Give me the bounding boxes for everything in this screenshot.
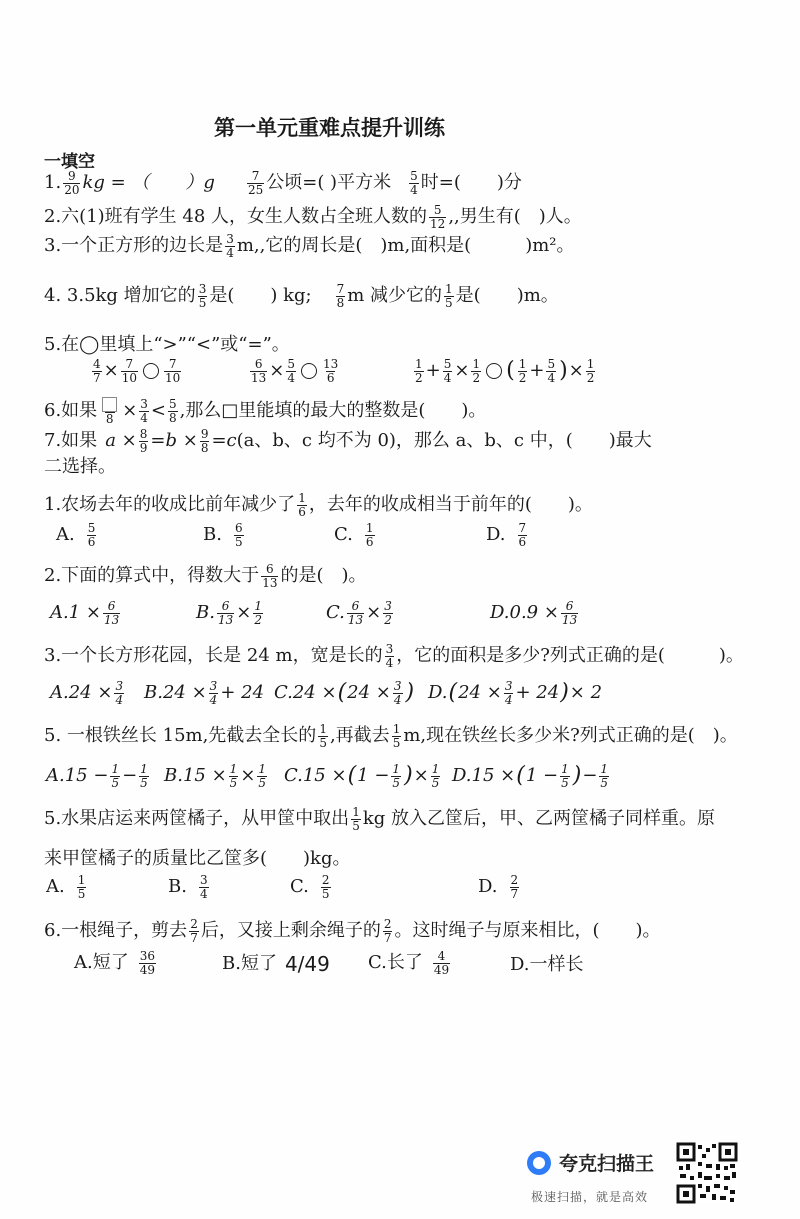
question-7: 7.如果 a × $\frac{8}{9}$ = b × $\frac{9}{8}$ = c (a、b、c 均不为 0)，那么 a、b、c 中，( )最大	[44, 427, 652, 455]
section-fill-blank: 一填空	[44, 152, 95, 172]
choice-1-option-c[interactable]: C. $\frac{1}{6}$	[334, 521, 374, 549]
choice-4-option-b[interactable]: B.15 × $\frac{1}{5}$ × $\frac{1}{5}$	[164, 762, 267, 790]
section-choice: 二选择。	[44, 456, 116, 477]
question-1: 1. $\frac{9}{20}$ kg = （ ）g $\frac{7}{25}$ 公顷=( )平方米 $\frac{5}{4}$ 时=( )分	[44, 169, 522, 197]
choice-5-line2: 来甲筐橘子的质量比乙筐多( )kg。	[44, 848, 351, 869]
question-6: 6.如果 8 × $\frac{3}{4}$ < $\frac{5}{8}$ ,那么□里能填的最大的整数是( )。	[44, 397, 487, 426]
choice-3-option-d[interactable]: D. ( 24 × $\frac{3}{4}$ + 24 ) × 2	[428, 679, 603, 707]
choice-2-option-c[interactable]: C. $\frac{6}{13}$ × $\frac{3}{2}$	[326, 599, 392, 627]
compare-expr-2: $\frac{6}{13}$ × $\frac{5}{4}$ $\frac{13}{6}$	[251, 357, 339, 385]
choice-3-option-c[interactable]: C.24 × ( 24 × $\frac{3}{4}$ )	[274, 679, 415, 707]
page-title: 第一单元重难点提升训练	[214, 116, 445, 140]
quark-logo-icon	[527, 1151, 551, 1175]
choice-4: 5. 一根铁丝长 15m,先截去全长的 $\frac{1}{5}$ ,再截去 $\frac{1}{5}$ m,现在铁丝长多少米?列式正确的是( )。	[44, 722, 738, 750]
choice-2-option-d[interactable]: D.0.9 × $\frac{6}{13}$	[490, 599, 578, 627]
compare-expr-1: $\frac{4}{7}$ × $\frac{7}{10}$ $\frac{7}{10}$	[93, 357, 181, 385]
choice-4-option-a[interactable]: A.15 − $\frac{1}{5}$ − $\frac{1}{5}$	[46, 762, 148, 790]
question-2: 2.六(1)班有学生 48 人，女生人数占全班人数的 $\frac{5}{12}$ ,,男生有( )人。	[44, 203, 582, 231]
choice-4-option-c[interactable]: C.15 × ( 1 − $\frac{1}{5}$ ) × $\frac{1}{5}$	[284, 762, 440, 790]
qr-code-icon	[676, 1142, 738, 1204]
scanner-brand: 夸克扫描王	[527, 1149, 654, 1176]
question-3: 3.一个正方形的边长是 $\frac{3}{4}$ m,,它的周长是( )m,面积是( )m²。	[44, 232, 575, 260]
scanner-slogan: 极速扫描，就是高效	[531, 1190, 649, 1204]
choice-2-option-a[interactable]: A.1 × $\frac{6}{13}$	[50, 599, 120, 627]
choice-5-option-c[interactable]: C. $\frac{2}{5}$	[290, 873, 330, 901]
compare-circle[interactable]	[143, 363, 159, 379]
choice-2-option-b[interactable]: B. $\frac{6}{13}$ × $\frac{1}{2}$	[196, 599, 262, 627]
compare-circle[interactable]	[486, 363, 502, 379]
choice-3: 3.一个长方形花园，长是 24 m，宽是长的 $\frac{3}{4}$ ，它的面积是多少?列式正确的是( )。	[44, 642, 744, 670]
choice-5-option-a[interactable]: A. $\frac{1}{5}$	[46, 873, 86, 901]
choice-1: 1.农场去年的收成比前年减少了 $\frac{1}{6}$ ，去年的收成相当于前年的( )。	[44, 491, 593, 519]
blank-box[interactable]	[102, 397, 117, 412]
question-5: 5.在◯里填上“>”“<”或“=”。	[44, 334, 290, 355]
choice-6-option-b[interactable]: B.短了 4/49	[222, 952, 330, 976]
choice-6-option-c[interactable]: C.长了 $\frac{4}{49}$	[368, 949, 450, 977]
choice-5-option-d[interactable]: D. $\frac{2}{7}$	[478, 873, 519, 901]
compare-expr-3: $\frac{1}{2}$ + $\frac{5}{4}$ × $\frac{1}{2}$ ( $\frac{1}{2}$ + $\frac{5}{4}$ ) × $\frac{1}{2}$	[415, 357, 595, 385]
choice-1-option-d[interactable]: D. $\frac{7}{6}$	[486, 521, 527, 549]
choice-6-option-d[interactable]: D.一样长	[510, 954, 584, 975]
choice-5: 5.水果店运来两筐橘子，从甲筐中取出 $\frac{1}{5}$ kg 放入乙筐后，甲、乙两筐橘子同样重。原	[44, 805, 715, 833]
question-4: 4. 3.5kg 增加它的 $\frac{3}{5}$ 是( ) kg; $\frac{7}{8}$ m 减少它的 $\frac{1}{5}$ 是( )m。	[44, 282, 559, 310]
choice-1-option-b[interactable]: B. $\frac{6}{5}$	[203, 521, 243, 549]
choice-1-option-a[interactable]: A. $\frac{5}{6}$	[56, 521, 96, 549]
choice-2: 2.下面的算式中，得数大于 $\frac{6}{13}$ 的是( )。	[44, 562, 367, 590]
choice-4-option-d[interactable]: D.15 × ( 1 − $\frac{1}{5}$ ) − $\frac{1}{5}$	[452, 762, 609, 790]
choice-6: 6.一根绳子，剪去 $\frac{2}{7}$ 后，又接上剩余绳子的 $\frac{2}{7}$ 。这时绳子与原来相比，( )。	[44, 917, 661, 945]
choice-5-option-b[interactable]: B. $\frac{3}{4}$	[168, 873, 208, 901]
choice-6-option-a[interactable]: A.短了 $\frac{36}{49}$	[74, 949, 156, 977]
compare-circle[interactable]	[301, 363, 317, 379]
choice-3-option-a[interactable]: A.24 × $\frac{3}{4}$	[50, 679, 124, 707]
choice-3-option-b[interactable]: B.24 × $\frac{3}{4}$ + 24	[144, 679, 265, 707]
